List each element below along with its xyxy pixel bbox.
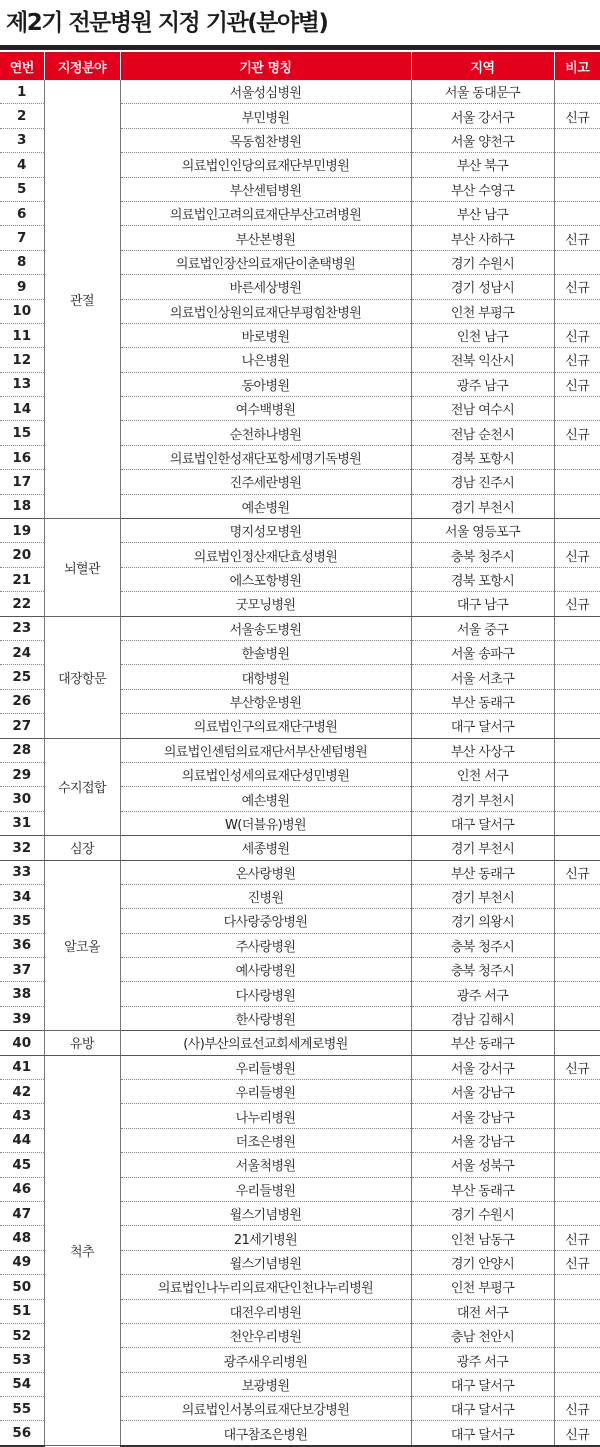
region: 대구 달서구 [411,1421,554,1446]
row-number: 11 [0,323,44,347]
region: 서울 강남구 [411,1128,554,1152]
note-badge [554,201,600,225]
row-number: 47 [0,1201,44,1225]
region: 대구 달서구 [411,811,554,835]
row-number: 55 [0,1397,44,1421]
note-badge [554,1299,600,1323]
row-number: 33 [0,860,44,884]
note-badge [554,811,600,835]
institution-name: 의료법인장산의료재단이춘택병원 [120,250,411,274]
note-badge [554,519,600,543]
row-number: 28 [0,738,44,762]
region: 전남 순천시 [411,421,554,445]
note-badge [554,933,600,957]
row-number: 15 [0,421,44,445]
header-number: 연번 [0,52,44,80]
region: 인천 부평구 [411,1275,554,1299]
region: 전북 익산시 [411,348,554,372]
designated-field: 척추 [44,1055,120,1446]
institution-name: 의료법인구의료재단구병원 [120,714,411,738]
region: 경기 수원시 [411,1201,554,1225]
row-number: 4 [0,153,44,177]
note-badge: 신규 [554,543,600,567]
row-number: 6 [0,201,44,225]
row-number: 31 [0,811,44,835]
row-number: 37 [0,958,44,982]
note-badge [554,80,600,104]
row-number: 20 [0,543,44,567]
institution-name: 대전우리병원 [120,1299,411,1323]
table-row [0,80,600,104]
region: 부산 동래구 [411,1177,554,1201]
institution-name: 더조은병원 [120,1128,411,1152]
row-number: 48 [0,1226,44,1250]
header-note: 비고 [554,52,600,80]
row-number: 18 [0,494,44,518]
region: 경기 의왕시 [411,909,554,933]
region: 경남 진주시 [411,470,554,494]
institution-name: 바른세상병원 [120,275,411,299]
row-number: 17 [0,470,44,494]
institution-name: 예사랑병원 [120,958,411,982]
institution-name: 의료법인나누리의료재단인천나누리병원 [120,1275,411,1299]
note-badge [554,1128,600,1152]
region: 충남 천안시 [411,1323,554,1347]
row-number: 36 [0,933,44,957]
note-badge [554,787,600,811]
institution-name: 여수백병원 [120,397,411,421]
institution-name: 의료법인상원의료재단부평힘찬병원 [120,299,411,323]
row-number: 38 [0,982,44,1006]
region: 서울 서초구 [411,665,554,689]
designated-field: 유방 [44,1031,120,1055]
row-number: 1 [0,80,44,104]
table-header-row [0,52,600,80]
institution-name: 다사랑중앙병원 [120,909,411,933]
region: 부산 사하구 [411,226,554,250]
institution-name: 의료법인성세의료재단성민병원 [120,762,411,786]
institution-name: 예손병원 [120,494,411,518]
institution-name: 부산항운병원 [120,689,411,713]
row-number: 56 [0,1421,44,1446]
institution-name: 우리들병원 [120,1177,411,1201]
row-number: 45 [0,1153,44,1177]
header-field: 지정분야 [44,52,120,80]
note-badge [554,299,600,323]
row-number: 5 [0,177,44,201]
note-badge [554,640,600,664]
institution-name: 보광병원 [120,1372,411,1396]
institution-name: 주사랑병원 [120,933,411,957]
row-number: 14 [0,397,44,421]
note-badge [554,445,600,469]
note-badge [554,738,600,762]
institution-name: 윌스기념병원 [120,1250,411,1274]
note-badge [554,1275,600,1299]
institution-name: 부산센텀병원 [120,177,411,201]
institution-name: 다사랑병원 [120,982,411,1006]
region: 서울 송파구 [411,640,554,664]
note-badge [554,1323,600,1347]
designated-field: 관절 [44,80,120,519]
region: 대전 서구 [411,1299,554,1323]
note-badge [554,494,600,518]
note-badge: 신규 [554,226,600,250]
row-number: 41 [0,1055,44,1079]
designated-field: 심장 [44,836,120,860]
note-badge [554,762,600,786]
note-badge [554,1080,600,1104]
institution-name: 의료법인인당의료재단부민병원 [120,153,411,177]
region: 부산 수영구 [411,177,554,201]
row-number: 51 [0,1299,44,1323]
region: 대구 달서구 [411,714,554,738]
row-number: 24 [0,640,44,664]
region: 부산 동래구 [411,860,554,884]
region: 경기 성남시 [411,275,554,299]
note-badge [554,177,600,201]
institution-name: 의료법인서봉의료재단보강병원 [120,1397,411,1421]
row-number: 52 [0,1323,44,1347]
row-number: 44 [0,1128,44,1152]
institution-name: 부민병원 [120,104,411,128]
institution-name: 의료법인센텀의료재단서부산센텀병원 [120,738,411,762]
region: 경기 부천시 [411,787,554,811]
note-badge [554,665,600,689]
institution-name: 의료법인정산재단효성병원 [120,543,411,567]
institution-name: 순천하나병원 [120,421,411,445]
region: 부산 사상구 [411,738,554,762]
institution-name: 진병원 [120,884,411,908]
note-badge: 신규 [554,1421,600,1446]
row-number: 10 [0,299,44,323]
note-badge [554,470,600,494]
note-badge [554,1372,600,1396]
row-number: 46 [0,1177,44,1201]
note-badge: 신규 [554,104,600,128]
row-number: 43 [0,1104,44,1128]
note-badge [554,1153,600,1177]
institution-name: 의료법인한성재단포항세명기독병원 [120,445,411,469]
region: 부산 남구 [411,201,554,225]
note-badge: 신규 [554,1055,600,1079]
region: 충북 청주시 [411,958,554,982]
row-number: 29 [0,762,44,786]
region: 서울 중구 [411,616,554,640]
row-number: 54 [0,1372,44,1396]
note-badge [554,1201,600,1225]
note-badge [554,714,600,738]
region: 서울 양천구 [411,128,554,152]
note-badge: 신규 [554,860,600,884]
note-badge [554,958,600,982]
row-number: 8 [0,250,44,274]
row-number: 39 [0,1006,44,1030]
header-region: 지역 [411,52,554,80]
table-row [0,519,600,543]
region: 경남 김해시 [411,1006,554,1030]
row-number: 35 [0,909,44,933]
institution-name: 목동힘찬병원 [120,128,411,152]
note-badge [554,153,600,177]
region: 광주 남구 [411,372,554,396]
institution-name: 대구참조은병원 [120,1421,411,1446]
region: 경북 포항시 [411,445,554,469]
row-number: 25 [0,665,44,689]
table-row [0,836,600,860]
row-number: 22 [0,592,44,616]
note-badge: 신규 [554,348,600,372]
region: 전남 여수시 [411,397,554,421]
note-badge: 신규 [554,1226,600,1250]
institution-name: 우리들병원 [120,1080,411,1104]
institution-name: 천안우리병원 [120,1323,411,1347]
region: 부산 동래구 [411,1031,554,1055]
note-badge: 신규 [554,421,600,445]
row-number: 12 [0,348,44,372]
region: 인천 서구 [411,762,554,786]
row-number: 53 [0,1348,44,1372]
region: 서울 영등포구 [411,519,554,543]
institution-name: 한사랑병원 [120,1006,411,1030]
page-title: 제2기 전문병원 지정 기관(분야별) [6,10,328,36]
region: 서울 강서구 [411,104,554,128]
row-number: 42 [0,1080,44,1104]
institution-name: 굿모닝병원 [120,592,411,616]
note-badge [554,884,600,908]
row-number: 19 [0,519,44,543]
institution-name: 에스포항병원 [120,567,411,591]
region: 충북 청주시 [411,933,554,957]
region: 경북 포항시 [411,567,554,591]
institution-name: 서울성심병원 [120,80,411,104]
designated-field: 수지접합 [44,738,120,836]
institution-name: 윌스기념병원 [120,1201,411,1225]
table-row [0,738,600,762]
note-badge [554,128,600,152]
institution-name: 동아병원 [120,372,411,396]
note-badge [554,567,600,591]
region: 경기 부천시 [411,494,554,518]
note-badge: 신규 [554,592,600,616]
region: 서울 강남구 [411,1104,554,1128]
region: 대구 달서구 [411,1372,554,1396]
note-badge: 신규 [554,1250,600,1274]
row-number: 40 [0,1031,44,1055]
note-badge [554,1104,600,1128]
region: 경기 수원시 [411,250,554,274]
row-number: 2 [0,104,44,128]
table-body [0,80,600,1446]
region: 부산 동래구 [411,689,554,713]
row-number: 30 [0,787,44,811]
region: 인천 부평구 [411,299,554,323]
region: 서울 동대문구 [411,80,554,104]
institution-name: 바로병원 [120,323,411,347]
row-number: 21 [0,567,44,591]
region: 경기 부천시 [411,836,554,860]
row-number: 26 [0,689,44,713]
row-number: 7 [0,226,44,250]
institution-name: 우리들병원 [120,1055,411,1079]
institution-name: 나누리병원 [120,1104,411,1128]
row-number: 16 [0,445,44,469]
institution-name: 나은병원 [120,348,411,372]
institution-name: 21세기병원 [120,1226,411,1250]
row-number: 49 [0,1250,44,1274]
row-number: 27 [0,714,44,738]
note-badge: 신규 [554,372,600,396]
region: 서울 강서구 [411,1055,554,1079]
region: 대구 달서구 [411,1397,554,1421]
note-badge [554,1031,600,1055]
institution-name: 예손병원 [120,787,411,811]
region: 광주 서구 [411,1348,554,1372]
hospital-table [0,52,600,1447]
row-number: 50 [0,1275,44,1299]
region: 대구 남구 [411,592,554,616]
region: 경기 안양시 [411,1250,554,1274]
region: 인천 남동구 [411,1226,554,1250]
row-number: 32 [0,836,44,860]
institution-name: 부산본병원 [120,226,411,250]
institution-name: 진주세란병원 [120,470,411,494]
note-badge [554,909,600,933]
table-row [0,616,600,640]
institution-name: 서울척병원 [120,1153,411,1177]
institution-name: 세종병원 [120,836,411,860]
title-divider [0,45,600,50]
table-row [0,1031,600,1055]
designated-field: 대장항문 [44,616,120,738]
note-badge [554,616,600,640]
institution-name: 대항병원 [120,665,411,689]
institution-name: 온사랑병원 [120,860,411,884]
note-badge: 신규 [554,275,600,299]
institution-name: W(더블유)병원 [120,811,411,835]
note-badge: 신규 [554,1397,600,1421]
note-badge: 신규 [554,323,600,347]
region: 인천 남구 [411,323,554,347]
institution-name: 한솔병원 [120,640,411,664]
row-number: 34 [0,884,44,908]
note-badge [554,836,600,860]
note-badge [554,982,600,1006]
row-number: 9 [0,275,44,299]
institution-name: 의료법인고려의료재단부산고려병원 [120,201,411,225]
row-number: 13 [0,372,44,396]
region: 충북 청주시 [411,543,554,567]
region: 부산 북구 [411,153,554,177]
region: 광주 서구 [411,982,554,1006]
note-badge [554,689,600,713]
header-institution: 기관 명칭 [120,52,411,80]
note-badge [554,1177,600,1201]
region: 경기 부천시 [411,884,554,908]
row-number: 3 [0,128,44,152]
institution-name: 서울송도병원 [120,616,411,640]
designated-field: 알코올 [44,860,120,1031]
note-badge [554,1006,600,1030]
institution-name: 명지성모병원 [120,519,411,543]
table-row [0,860,600,884]
note-badge [554,397,600,421]
region: 서울 강남구 [411,1080,554,1104]
institution-name: (사)부산의료선교회세계로병원 [120,1031,411,1055]
note-badge [554,1348,600,1372]
note-badge [554,250,600,274]
table-row [0,1055,600,1079]
institution-name: 광주새우리병원 [120,1348,411,1372]
designated-field: 뇌혈관 [44,519,120,617]
region: 서울 성북구 [411,1153,554,1177]
row-number: 23 [0,616,44,640]
